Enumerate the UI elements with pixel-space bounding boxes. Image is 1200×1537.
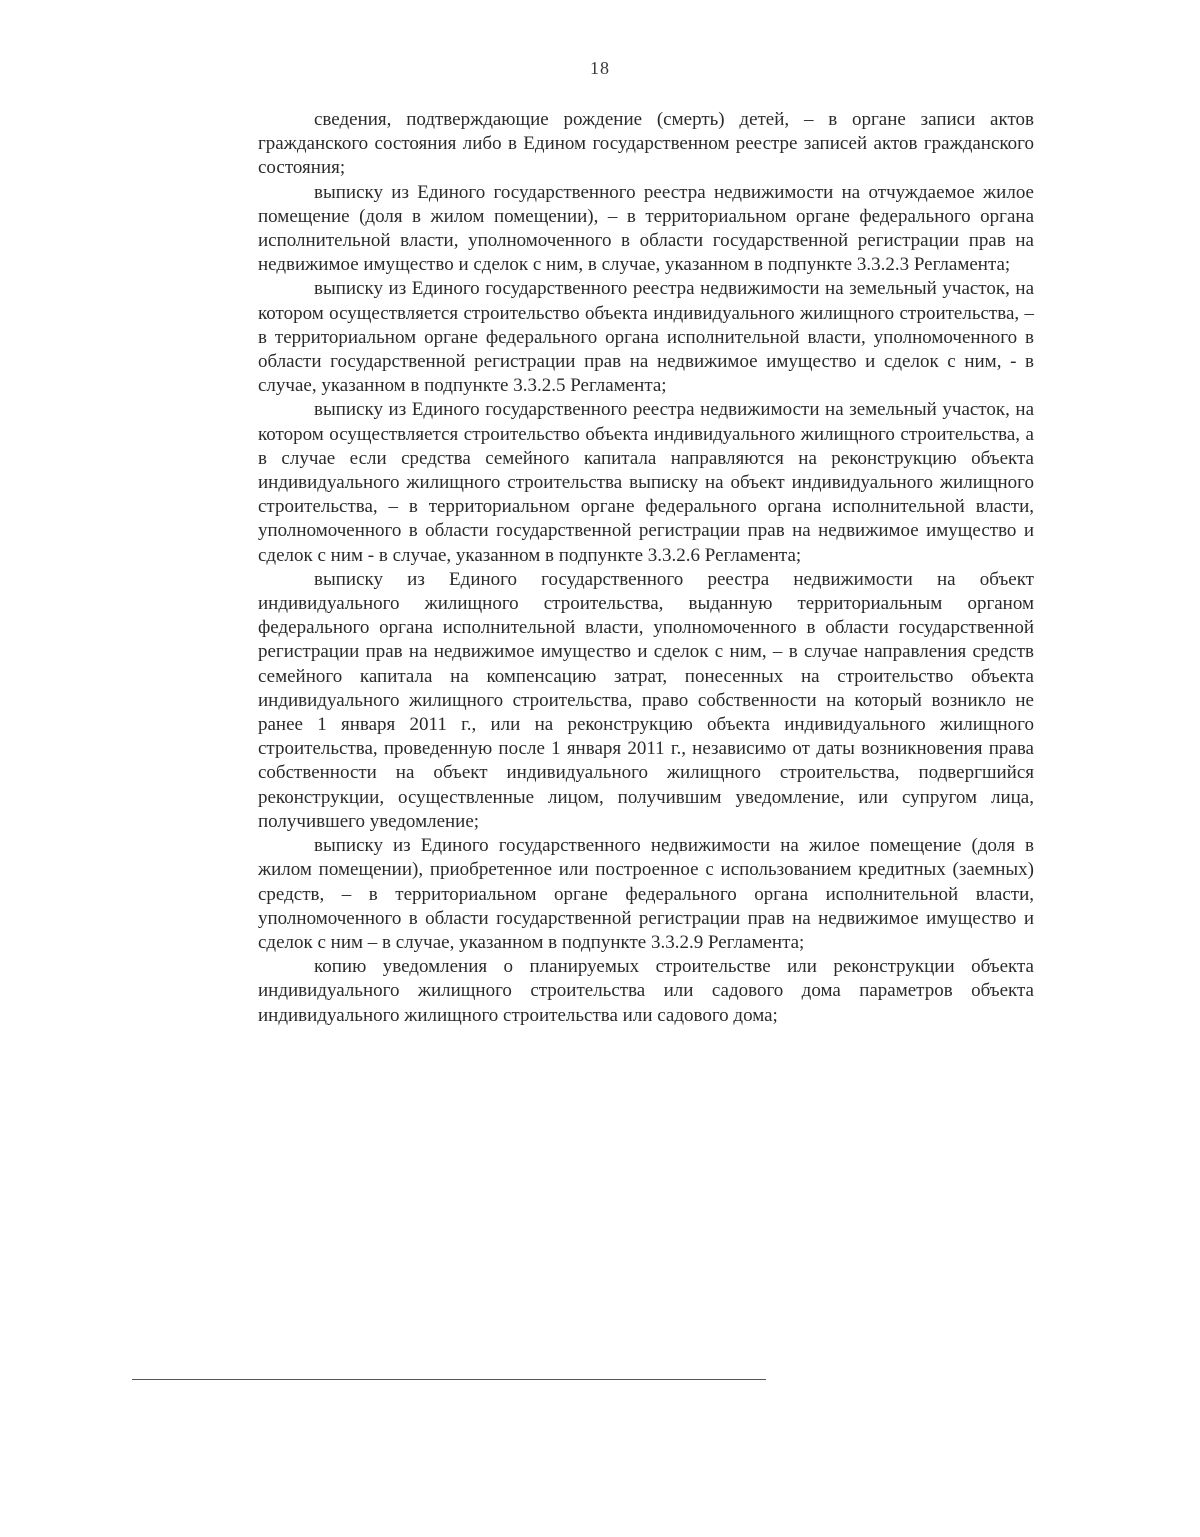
paragraph-registry-extract-dwelling: выписку из Единого государственного реестра недвижимости на отчуждаемое жилое помещение (доля в жилом помещении), – в территориальном органе федерального органа исполнительной власти, уполномоченного в области государственной регистрации прав на недвижимое имущество и сделок с ним, в случае, указанном в подпункте 3.3.2.3 Регламента; [258,181,1034,276]
paragraph-birth-death-records: сведения, подтверждающие рождение (смерть) детей, – в органе записи актов гражданского состояния либо в Едином государственном реестре записей актов гражданского состояния; [258,109,1034,179]
document-body [258,108,1034,1028]
paragraph-registry-extract-credit-dwelling: выписку из Единого государственного недвижимости на жилое помещение (доля в жилом помещении), приобретенное или построенное с использованием кредитных (заемных) средств, – в территориальном органе федерального органа исполнительной власти, уполномоченного в области государственной регистрации прав на недвижимое имущество и сделок с ним – в случае, указанном в подпункте 3.3.2.9 Регламента; [258,835,1034,953]
paragraph-registry-extract-land-reconstruction: выписку из Единого государственного реестра недвижимости на земельный участок, на котором осуществляется строительство объекта индивидуального жилищного строительства, а в случае если средства семейного капитала направляются на реконструкцию объекта индивидуального жилищного строительства выписку на объект индивидуального жилищного строительства, – в территориальном органе федерального органа исполнительной власти, уполномоченного в области государственной регистрации прав на недвижимое имущество и сделок с ним - в случае, указанном в подпункте 3.3.2.6 Регламента; [258,399,1034,566]
paragraph-construction-notice-copy: копию уведомления о планируемых строительстве или реконструкции объекта индивидуального жилищного строительства или садового дома параметров объекта индивидуального жилищного строительства или садового дома; [258,956,1034,1026]
page-number: 18 [590,58,610,78]
footer-divider [132,1379,766,1380]
paragraph-registry-extract-housing-object: выписку из Единого государственного реестра недвижимости на объект индивидуального жилищного строительства, выданную территориальным органом федерального органа исполнительной власти, уполномоченного в области государственной регистрации прав на недвижимое имущество и сделок с ним, – в случае направления средств семейного капитала на компенсацию затрат, понесенных на строительство объекта индивидуального жилищного строительства, право собственности на который возникло не ранее 1 января 2011 г., или на реконструкцию объекта индивидуального жилищного строительства, проведенную после 1 января 2011 г., независимо от даты возникновения права собственности на объект индивидуального жилищного строительства, подвергшийся реконструкции, осуществленные лицом, получившим уведомление, или супругом лица, получившего уведомление; [258,568,1034,832]
paragraph-registry-extract-land-plot: выписку из Единого государственного реестра недвижимости на земельный участок, на котором осуществляется строительство объекта индивидуального жилищного строительства, – в территориальном органе федерального органа исполнительной власти, уполномоченного в области государственной регистрации прав на недвижимое имущество и сделок с ним, - в случае, указанном в подпункте 3.3.2.5 Регламента; [258,278,1034,397]
